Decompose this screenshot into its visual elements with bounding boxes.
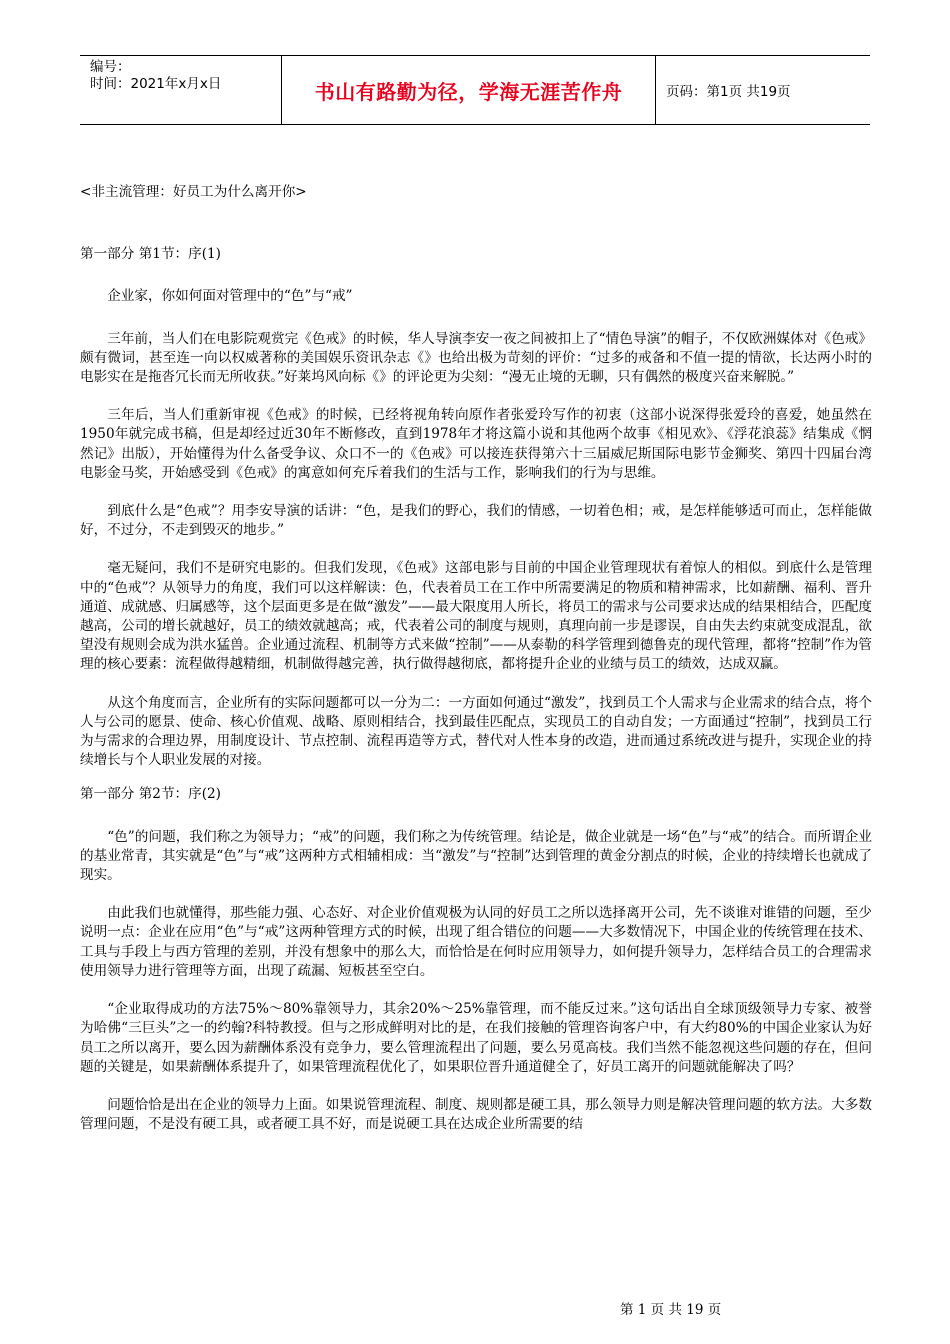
document-title: <非主流管理：好员工为什么离开你> [80,184,307,200]
header-motto: 书山有路勤为径，学海无涯苦作舟 [282,56,656,124]
paragraph: “企业取得成功的方法75%～80%靠领导力，其余20%～25%靠管理，而不能反过来。”这句话出自全球顶级领导力专家、被誉为哈佛“三巨头”之一的约翰?科特教授。但与之形成鲜明对比的是，在我们接触的管理咨询客户中，有大约80%的中国企业家认为好员工之所以离开，要么因为薪酬体系没有竞争力，要么管理流程出了问题，要么另觅高枝。我们当然不能忽视这些问题的存在，但问题的关键是，如果薪酬体系提升了，如果管理流程优化了，如果职位晋升通道健全了，好员工离开的问题就能解决了吗？ [80,1001,872,1075]
number-label: 编号： [90,59,131,75]
paragraph: 三年前，当人们在电影院观赏完《色戒》的时候，华人导演李安一夜之间被扣上了“情色导演”的帽子，不仅欧洲媒体对《色戒》颇有微词，甚至连一向以权威著称的美国娱乐资讯杂志《》也给出极为苛刻的评价：“过多的戒备和不值一提的情欲，长达两小时的电影实在是拖沓冗长而无所收获。”好莱坞风向标《》的评论更为尖刻：“漫无止境的无聊，只有偶然的极度兴奋来解脱。” [80,330,872,386]
paragraph: 到底什么是“色戒”？用李安导演的话讲：“色，是我们的野心，我们的情感，一切着色相；戒，是怎样能够适可而止，怎样能做好，不过分，不走到毁灭的地步。” [80,503,872,539]
paragraph: 三年后，当人们重新审视《色戒》的时候，已经将视角转向原作者张爱玲写作的初衷（这部小说深得张爱玲的喜爱，她虽然在1950年就完成书稿，但是却经过近30年不断修改，直到1978年才将这篇小说和其他两个故事《相见欢》、《浮花浪蕊》结集成《惘然记》出版），开始懂得为什么备受争议、众口不一的《色戒》可以接连获得第六十三届威尼斯国际电影节金狮奖、第四十四届台湾电影金马奖，开始感受到《色戒》的寓意如何充斥着我们的生活与工作，影响我们的行为与思维。 [80,407,872,481]
time-label: 时间：2021年x月x日 [90,76,222,92]
page-footer: 第 1 页 共 19 页 [620,1302,722,1318]
paragraph: “色”的问题，我们称之为领导力；“戒”的问题，我们称之为传统管理。结论是，做企业就是一场“色”与“戒”的结合。而所谓企业的基业常青，其实就是“色”与“戒”这两种方式相辅相成：当“激发”与“控制”达到管理的黄金分割点的时候，企业的持续增长也就成了现实。 [80,828,872,884]
document-body [80,183,872,1153]
paragraph: 企业家，你如何面对管理中的“色”与“戒” [107,288,353,305]
paragraph: 毫无疑问，我们不是研究电影的。但我们发现，《色戒》这部电影与目前的中国企业管理现状有着惊人的相似。到底什么是管理中的“色戒”？从领导力的角度，我们可以这样解读：色，代表着员工在工作中所需要满足的物质和精神需求，比如薪酬、福利、晋升通道、成就感、归属感等，这个层面更多是在做“激发”——最大限度用人所长，将员工的需求与公司要求达成的结果相结合，匹配度越高，公司的增长就越好，员工的绩效就越高；戒，代表着公司的制度与规则，真理向前一步是谬误，自由失去约束就变成混乱，欲望没有规则会成为洪水猛兽。企业通过流程、机制等方式来做“控制”——从泰勒的科学管理到德鲁克的现代管理，都将“控制”作为管理的核心要素：流程做得越精细，机制做得越完善，执行做得越彻底，都将提升企业的业绩与员工的绩效，达成双赢。 [80,560,872,673]
header-meta [80,56,282,124]
paragraph: 从这个角度而言，企业所有的实际问题都可以一分为二：一方面如何通过“激发”，找到员工个人需求与企业需求的结合点，将个人与公司的愿景、使命、核心价值观、战略、原则相结合，找到最佳匹配点，实现员工的自动自发；一方面通过“控制”，找到员工行为与需求的合理边界，用制度设计、节点控制、流程再造等方式，替代对人性本身的改造，进而通过系统改进与提升，实现企业的持续增长与个人职业发展的对接。 [80,694,872,769]
section-heading-1: 第一部分 第1节：序(1) [80,246,221,263]
paragraph: 由此我们也就懂得，那些能力强、心态好、对企业价值观极为认同的好员工之所以选择离开公司，先不谈谁对谁错的问题，至少说明一点：企业在应用“色”与“戒”这两种管理方式的时候，出现了组合错位的问题——大多数情况下，中国企业的传统管理在技术、工具与手段上与西方管理的差别，并没有想象中的那么大，而恰恰是在何时应用领导力，如何提升领导力，怎样结合员工的合理需求使用领导力进行管理等方面，出现了疏漏、短板甚至空白。 [80,905,872,979]
section-heading-2: 第一部分 第2节：序(2) [80,786,221,803]
header-page-info: 页码：第1页 共19页 [666,84,791,100]
page-header [80,55,870,125]
paragraph: 问题恰恰是出在企业的领导力上面。如果说管理流程、制度、规则都是硬工具，那么领导力则是解决管理问题的软方法。大多数管理问题，不是没有硬工具，或者硬工具不好，而是说硬工具在达成企业所需要的结 [80,1096,872,1133]
